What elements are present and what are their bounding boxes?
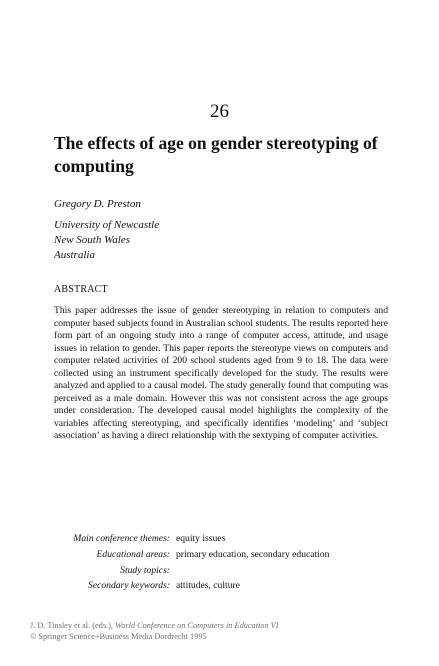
citation-line xyxy=(30,620,420,631)
keyword-label: Educational areas: xyxy=(96,548,170,560)
copyright-line: © Springer Science+Business Media Dordrecht 1995 xyxy=(30,632,207,641)
abstract-heading: ABSTRACT xyxy=(54,284,108,295)
affiliation-line: University of Newcastle xyxy=(54,219,160,231)
keyword-row xyxy=(54,531,394,547)
affiliation-line: Australia xyxy=(54,249,95,261)
keyword-row xyxy=(54,578,394,594)
keyword-label: Main conference themes: xyxy=(73,533,170,544)
abstract-text: This paper addresses the issue of gender stereotyping in relation to computers and computer based subjects found in Australian school students. The results reported here form part of an ongoing study into a range of computer access, attitude, and usage issues in relation to gender. This paper reports the stereotype views on computers and computer related activities of 200 school students aged from 9 to 18. The data were collected using an instrument specifically developed for the study. The results were analyzed and applied to a causal model. The study generally found that computing was perceived as a male domain. However this was not consistent across the age groups under consideration. The developed causal model highlights the complexity of the variables affecting stereotyping, and specifically identifies ‘modeling’ and ‘subject association’ as having a direct relationship with the sextyping of computer activities. xyxy=(54,305,388,441)
affiliation-line: New South Wales xyxy=(54,234,130,246)
keyword-label: Secondary keywords: xyxy=(88,580,170,592)
keywords-block xyxy=(54,531,394,594)
keyword-row xyxy=(54,563,394,579)
keyword-row xyxy=(54,547,394,563)
footer-citation xyxy=(30,620,420,642)
citation-title: World Conference on Computers in Education VI xyxy=(115,621,279,630)
author-block xyxy=(54,197,384,263)
citation-prefix: J. D. Tinsley et al. (eds.), xyxy=(30,621,116,630)
keyword-label: Study topics: xyxy=(120,564,170,576)
author-name: Gregory D. Preston xyxy=(54,198,141,210)
chapter-number: 26 xyxy=(210,101,229,122)
paper-title: The effects of age on gender stereotyping of computing xyxy=(54,133,378,176)
keyword-value: attitudes, culture xyxy=(176,580,240,592)
keyword-value: primary education, secondary education xyxy=(176,548,330,560)
keyword-value xyxy=(176,563,394,579)
keyword-value: equity issues xyxy=(176,533,226,544)
